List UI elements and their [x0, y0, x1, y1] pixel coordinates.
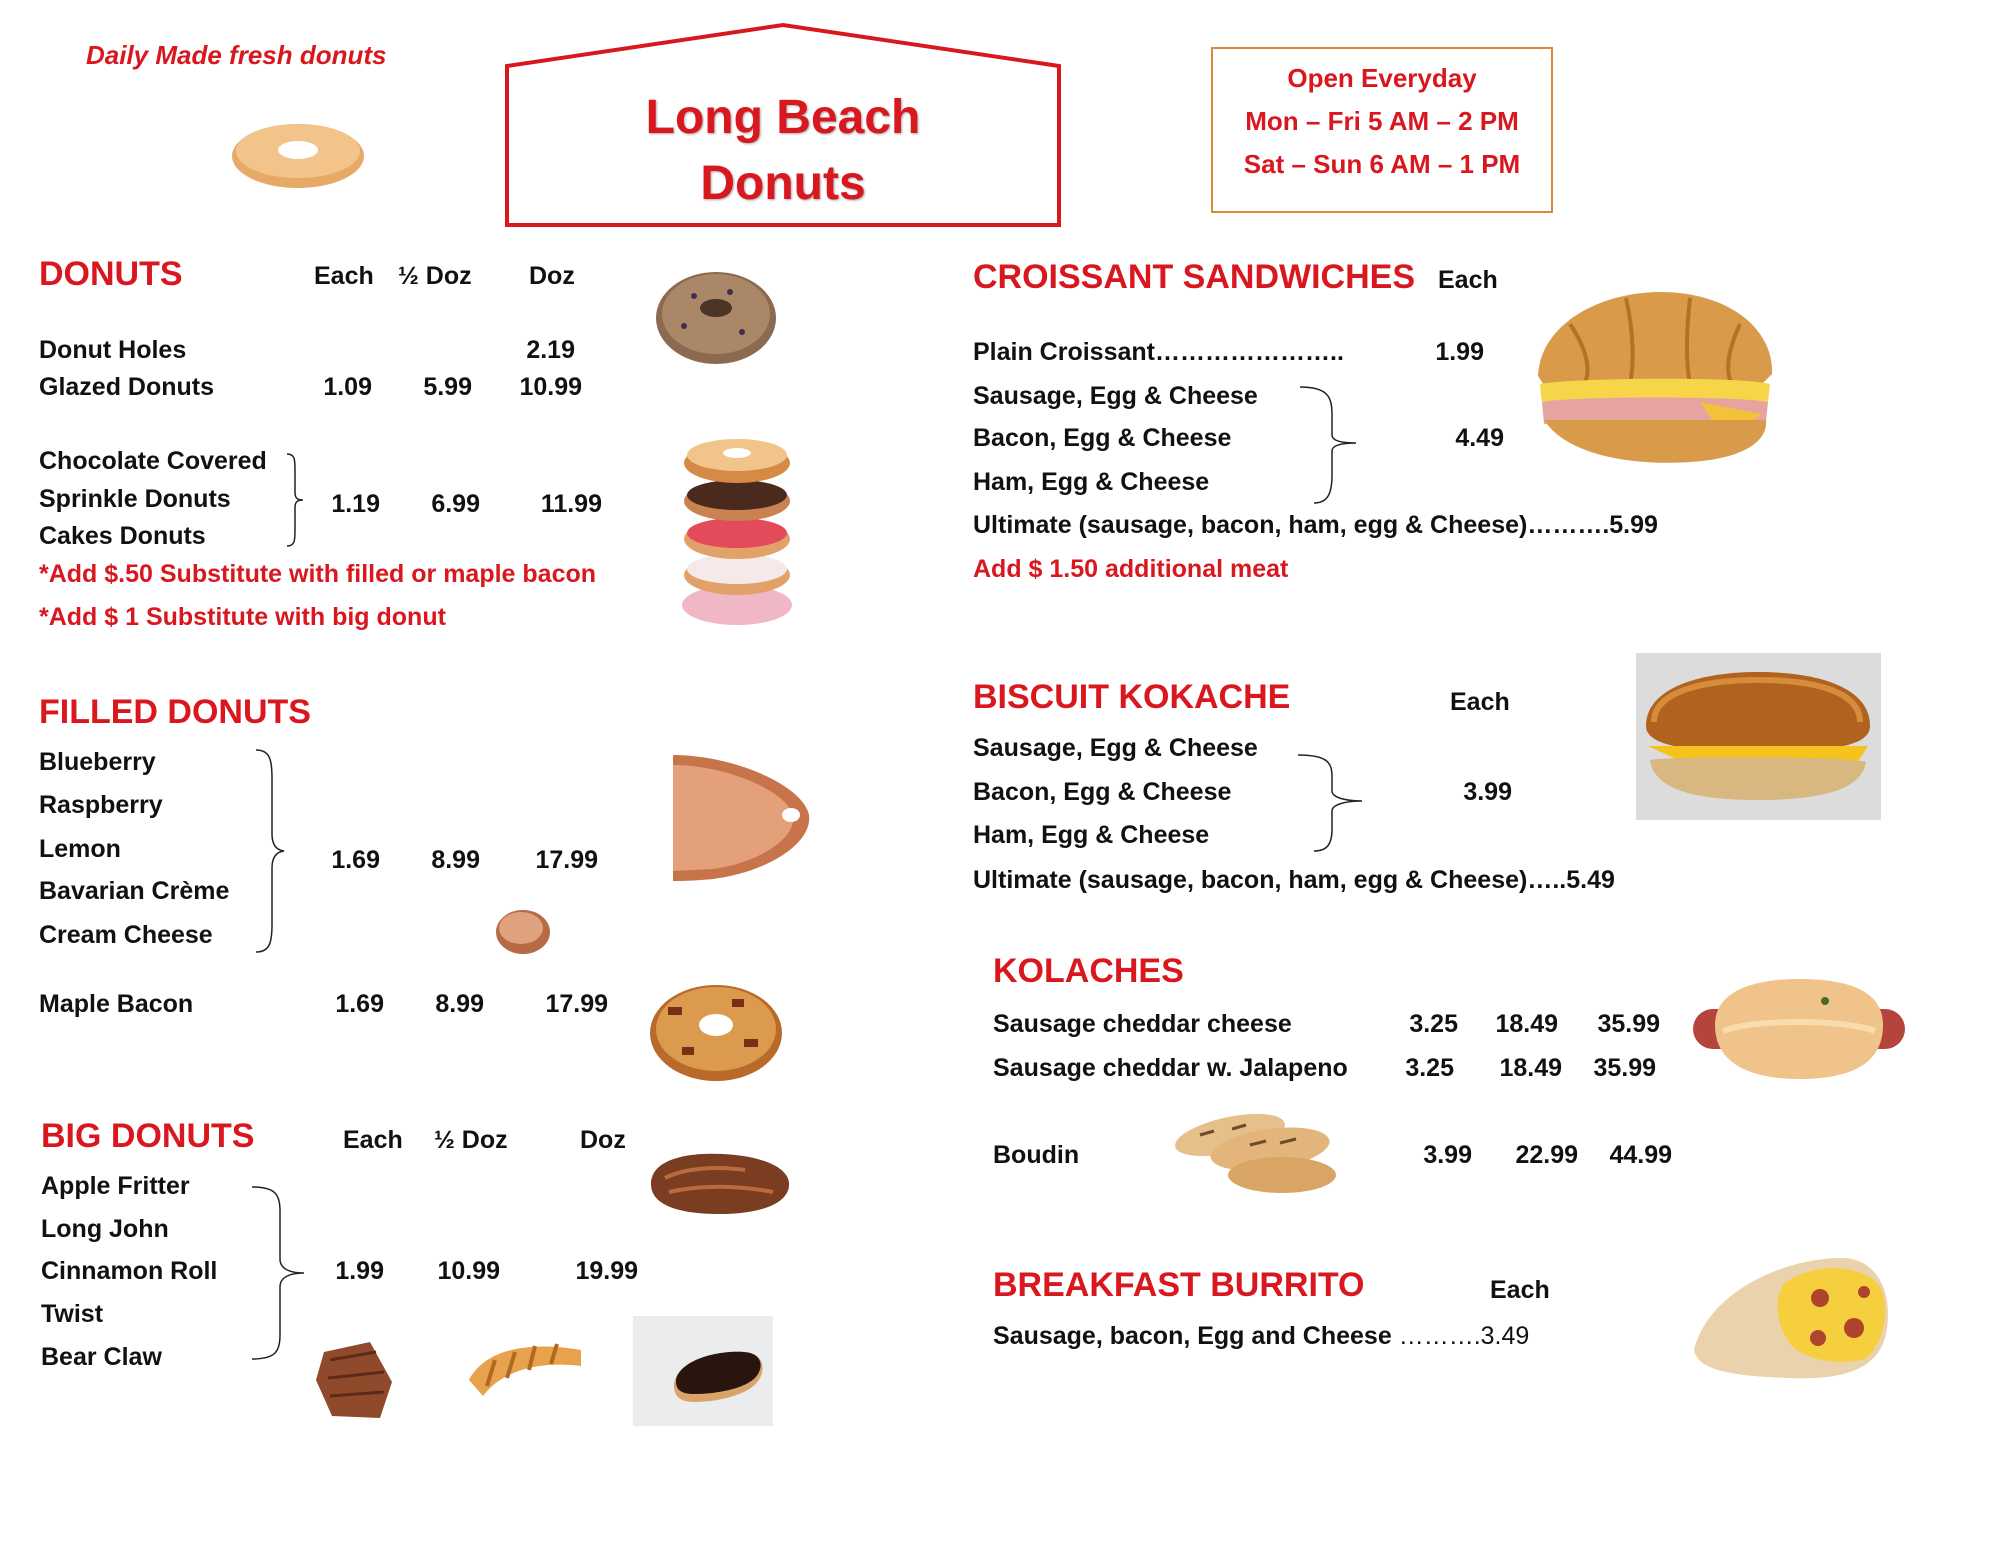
- burrito-icon: [1688, 1254, 1898, 1384]
- biscuit-col-each: Each: [1450, 688, 1510, 716]
- blueberry-cake-donut-icon: [654, 268, 778, 366]
- kolache-row-3-price-b: 22.99: [1515, 1141, 1578, 1169]
- glazed-donut-icon: [228, 118, 368, 190]
- boudin-icon: [1170, 1105, 1338, 1197]
- big-item-twist: Twist: [41, 1300, 104, 1328]
- croissant-ultimate: Ultimate (sausage, bacon, ham, egg & Cheese)……….5.99: [973, 511, 1658, 539]
- biscuit-item-bacon: Bacon, Egg & Cheese: [973, 778, 1232, 806]
- donuts-col-each: Each: [314, 262, 374, 290]
- kolaches-heading: KOLACHES: [993, 952, 1184, 990]
- burrito-col-each: Each: [1490, 1276, 1550, 1304]
- croissant-col-each: Each: [1438, 266, 1498, 294]
- kolache-row-1-price-a: 3.25: [1409, 1010, 1458, 1038]
- apple-fritter-icon: [645, 1148, 795, 1218]
- filled-item-bavarian: Bavarian Crème: [39, 877, 230, 905]
- donut-holes-name: Donut Holes: [39, 336, 187, 364]
- sprinkle-donuts-name: Sprinkle Donuts: [39, 485, 231, 513]
- big-group-brace: [250, 1185, 308, 1361]
- big-col-each: Each: [343, 1126, 403, 1154]
- kolache-row-1-price-b: 18.49: [1495, 1010, 1558, 1038]
- filled-item-blueberry: Blueberry: [39, 748, 156, 776]
- donut-stack-icon: [680, 415, 795, 627]
- big-item-apple-fritter: Apple Fritter: [41, 1172, 190, 1200]
- maple-bacon-name: Maple Bacon: [39, 990, 194, 1018]
- hours-line-2: Mon – Fri 5 AM – 2 PM: [1245, 106, 1519, 136]
- biscuit-ultimate: Ultimate (sausage, bacon, ham, egg & Cheese)…..5.49: [973, 866, 1615, 894]
- donut-holes-doz: 2.19: [526, 336, 575, 364]
- title-line-1: Long Beach: [645, 91, 921, 144]
- big-donuts-heading: BIG DONUTS: [41, 1117, 255, 1155]
- filled-donut-icon: [494, 906, 552, 956]
- chocolate-covered-name: Chocolate Covered: [39, 447, 267, 475]
- donut-group-brace: [285, 452, 305, 548]
- maple-bacon-donut-icon: [648, 977, 784, 1083]
- kolache-row-2-name: Sausage cheddar w. Jalapeno: [993, 1054, 1348, 1082]
- kolache-row-2-price-a: 3.25: [1405, 1054, 1454, 1082]
- filled-each: 1.69: [331, 846, 380, 874]
- kolache-row-3-price-a: 3.99: [1423, 1141, 1472, 1169]
- kolache-row-3-name: Boudin: [993, 1141, 1080, 1169]
- kolache-row-1-price-c: 35.99: [1597, 1010, 1660, 1038]
- burrito-item-name: [993, 1322, 1529, 1351]
- big-item-long-john: Long John: [41, 1215, 169, 1243]
- big-item-bear-claw: Bear Claw: [41, 1343, 162, 1371]
- croissant-item-sausage: Sausage, Egg & Cheese: [973, 382, 1258, 410]
- croissant-sandwich-icon: [1530, 284, 1780, 470]
- title-line-2: Donuts: [700, 157, 866, 210]
- big-col-half: ½ Doz: [434, 1126, 508, 1154]
- kolache-icon: [1693, 975, 1905, 1085]
- donut-group-doz: 11.99: [540, 490, 602, 518]
- glazed-donuts-doz: 10.99: [519, 373, 582, 401]
- kolache-row-2-price-b: 18.49: [1499, 1054, 1562, 1082]
- croissant-plain-name: Plain Croissant…………………..: [973, 338, 1344, 366]
- cakes-donuts-name: Cakes Donuts: [39, 522, 206, 550]
- biscuit-heading: BISCUIT KOKACHE: [973, 678, 1291, 716]
- kolache-row-1-name: Sausage cheddar cheese: [993, 1010, 1292, 1038]
- burrito-item-price: ……….3.49: [1398, 1322, 1530, 1350]
- croissant-note: Add $ 1.50 additional meat: [973, 555, 1289, 583]
- glazed-donuts-each: 1.09: [323, 373, 372, 401]
- big-item-cinnamon-roll: Cinnamon Roll: [41, 1257, 218, 1285]
- glazed-donuts-name: Glazed Donuts: [39, 373, 215, 401]
- big-each: 1.99: [335, 1257, 384, 1285]
- biscuit-item-sausage: Sausage, Egg & Cheese: [973, 734, 1258, 762]
- long-john-icon: [673, 755, 813, 885]
- biscuit-item-ham: Ham, Egg & Cheese: [973, 821, 1210, 849]
- hours-box: [1211, 47, 1553, 213]
- donut-note-1: *Add $.50 Substitute with filled or maple bacon: [39, 560, 597, 588]
- maple-bacon-half: 8.99: [435, 990, 484, 1018]
- donuts-col-doz: Doz: [529, 262, 575, 290]
- donut-group-half: 6.99: [431, 490, 480, 518]
- donuts-col-half: ½ Doz: [398, 262, 472, 290]
- donuts-heading: DONUTS: [39, 255, 183, 293]
- filled-half: 8.99: [431, 846, 480, 874]
- chocolate-eclair-icon: [670, 1344, 768, 1406]
- croissant-group-brace: [1298, 385, 1360, 505]
- filled-item-lemon: Lemon: [39, 835, 121, 863]
- big-doz: 19.99: [575, 1257, 638, 1285]
- hours-line-3: Sat – Sun 6 AM – 1 PM: [1243, 149, 1521, 179]
- donut-group-each: 1.19: [331, 490, 380, 518]
- filled-donuts-heading: FILLED DONUTS: [39, 693, 311, 731]
- biscuit-group-brace: [1296, 753, 1366, 853]
- filled-item-cream-cheese: Cream Cheese: [39, 921, 213, 949]
- filled-item-raspberry: Raspberry: [39, 791, 163, 819]
- donut-note-2: *Add $ 1 Substitute with big donut: [39, 603, 446, 631]
- croissant-item-ham: Ham, Egg & Cheese: [973, 468, 1210, 496]
- tagline: Daily Made fresh donuts: [86, 40, 387, 70]
- burrito-item-label: Sausage, bacon, Egg and Cheese: [993, 1322, 1399, 1350]
- big-half: 10.99: [437, 1257, 500, 1285]
- croissant-group-price: 4.49: [1455, 424, 1504, 452]
- kolache-row-2-price-c: 35.99: [1593, 1054, 1656, 1082]
- burrito-heading: BREAKFAST BURRITO: [993, 1266, 1365, 1304]
- biscuit-sandwich-icon: [1640, 666, 1876, 806]
- page-title: [503, 85, 1063, 217]
- glazed-donuts-half: 5.99: [423, 373, 472, 401]
- croissant-item-bacon: Bacon, Egg & Cheese: [973, 424, 1232, 452]
- hours-line-1: Open Everyday: [1287, 63, 1477, 93]
- bear-claw-icon: [314, 1338, 396, 1422]
- croissant-plain-price: 1.99: [1435, 338, 1484, 366]
- croissant-heading: CROISSANT SANDWICHES: [973, 258, 1416, 296]
- maple-bacon-doz: 17.99: [545, 990, 608, 1018]
- twist-icon: [463, 1330, 587, 1404]
- filled-doz: 17.99: [535, 846, 598, 874]
- big-col-doz: Doz: [580, 1126, 626, 1154]
- biscuit-group-price: 3.99: [1463, 778, 1512, 806]
- filled-group-brace: [254, 748, 288, 954]
- maple-bacon-each: 1.69: [335, 990, 384, 1018]
- kolache-row-3-price-c: 44.99: [1609, 1141, 1672, 1169]
